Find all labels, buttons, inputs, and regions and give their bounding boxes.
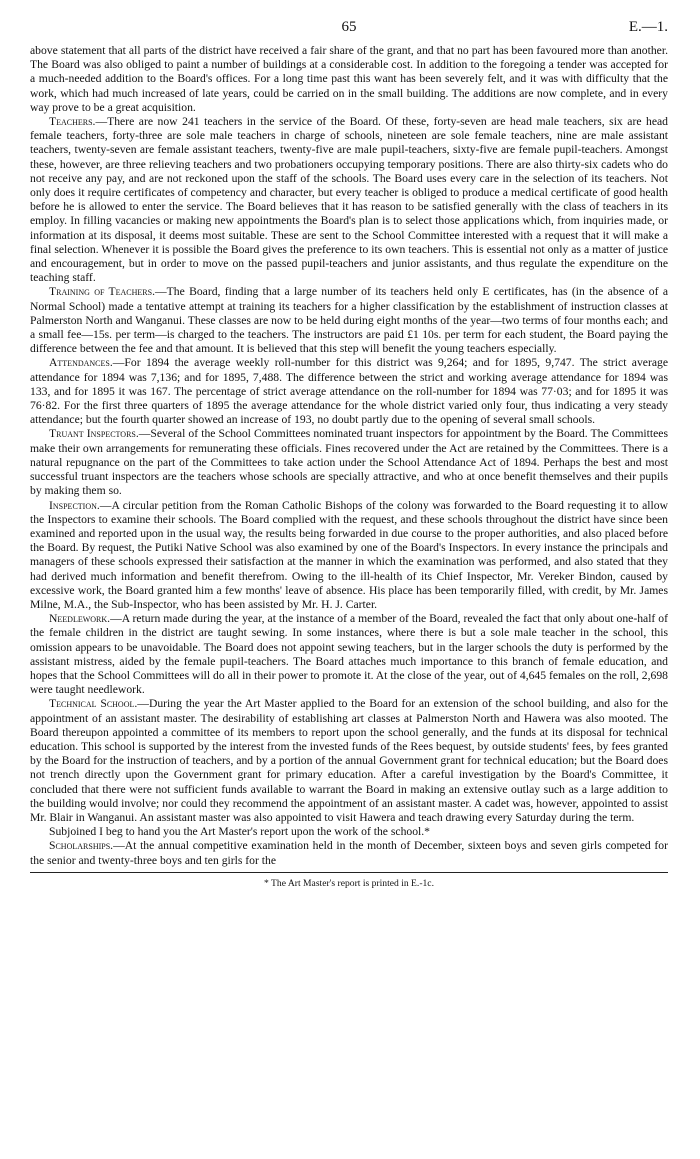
paragraph-text: —For 1894 the average weekly roll-number for this district was 9,264; and for 1895, 9,747. The strict average attendance for 1894 was 7,136; and for 1895, 7,488. The difference between the strict and working average attendance for 1894 was 133, and for 1895 it was 167. The percentage of strict average attendance on the roll-number for 1894 was 77·03; and for 1895 it was 76·82. For the first three quarters of 1895 the average attendance for the whole district varied only four, thus indicating a very steady attendance; but the fourth quarter showed an increase of 193, no doubt partly due to the opening of several small schools. — [30, 356, 668, 427]
document-reference: E.—1. — [628, 19, 668, 35]
paragraph-truant-inspectors — [30, 427, 668, 498]
body-text — [30, 44, 668, 868]
paragraph-intro-continuation — [30, 44, 668, 115]
page-header — [30, 0, 668, 44]
footnote: * The Art Master's report is printed in E.-1c. — [264, 877, 434, 889]
paragraph-text: above statement that all parts of the district have received a fair share of the grant, and that no part has been favoured more than another. The Board was also obliged to paint a number of buildings at a considerable cost. In addition to the foregoing a tender was accepted for a much-needed addition to the Board's offices. For a long time past this want has been severely felt, and it was with difficulty that the work, which had much increased of late years, could be carried on in the small building. The additions are now complete, and in every way prove to be a great acquisition. — [30, 44, 668, 114]
paragraph-text: —Several of the School Committees nominated truant inspectors for appointment by the Board. The Committees make their own arrangements for remunerating these officials. Fines recovered under the Act are retained by the Committees. There is a natural repugnance on the part of the Committees to take action under the School Attendance Act of 1894. Perhaps the best and most successful truant inspectors are the teachers whose schools are specially attractive, and who at once benefit themselves and their pupils by making them so. — [30, 427, 668, 498]
footnote-divider — [30, 872, 668, 873]
section-heading-attendances: Attendances. — [49, 356, 113, 370]
section-heading-inspection: Inspection. — [49, 498, 100, 512]
section-heading-truant-inspectors: Truant Inspectors. — [49, 427, 139, 441]
paragraph-text: —The Board, finding that a large number of its teachers held only E certificates, has (in the absence of a Normal School) made a tentative attempt at training its teachers for a higher classification by the establishment of instruction classes at Palmerston North and Wanganui. These classes are now to be held during eight months of the year—two terms of four months each; and a small fee—15s. per term—is charged to the teachers. The instructors are paid £1 10s. per term for each student, the Board paying the difference between the fee and that amount. It is believed that this step will benefit the young teachers especially. — [30, 285, 668, 356]
paragraph-technical-school — [30, 697, 668, 825]
page-number: 65 — [341, 19, 357, 35]
paragraph-text: —At the annual competitive examination held in the month of December, sixteen boys and seven girls competed for the senior and twenty-three boys and ten girls for the — [30, 839, 668, 867]
paragraph-text: —A return made during the year, at the instance of a member of the Board, revealed the fact that only about one-half of the female children in the district are taught sewing. In some instances, where there is but a sole male teacher in the school, this omission appears to be unavoidable. The Board does not appoint sewing teachers, but in the larger schools the duty is performed by the assistant mistress, aided by the female pupil-teachers. The Board attaches much importance to this branch of female education, and hopes that the School Committees will do all in their power to promote it. At the close of the year, out of 4,645 females on the roll, 2,698 were taught needlework. — [30, 612, 668, 697]
paragraph-text: Subjoined I beg to hand you the Art Master's report upon the work of the school.* — [49, 825, 430, 839]
section-heading-training-of-teachers: Training of Teachers. — [49, 285, 156, 299]
section-heading-teachers: Teachers. — [49, 115, 96, 129]
paragraph-inspection — [30, 499, 668, 613]
section-heading-technical-school: Technical School. — [49, 697, 138, 711]
paragraph-art-master-note — [30, 825, 668, 839]
paragraph-training-of-teachers — [30, 285, 668, 356]
paragraph-text: —A circular petition from the Roman Catholic Bishops of the colony was forwarded to the Board requesting it to allow the Inspectors to examine their schools. The Board complied with the request, and these schools throughout the district have since been examined and reported upon in the usual way, the results being forwarded in due course to the proper authorities, and also placed before the Board. By request, the Putiki Native School was also examined by one of the Board's Inspectors. In every instance the principals and managers of these schools expressed their satisfaction at the manner in which the examination was performed, and also stated that they had derived much information and benefit therefrom. Owing to the ill-health of its Chief Inspector, Mr. Vereker Bindon, caused by excessive work, the Board granted him a few months' leave of absence. His place has been temporarily filled, with credit, by Mr. James Milne, M.A., the Sub-Inspector, who has been assisted by Mr. H. J. Carter. — [30, 498, 668, 611]
section-heading-needlework: Needlework. — [49, 612, 111, 626]
paragraph-text: —During the year the Art Master applied to the Board for an extension of the school building, and also for the appointment of an assistant master. The desirability of establishing art classes at Palmerston North and Hawera was also mooted. The Board thereupon appointed a committee of its members to report upon the school generally, and the funds at its disposal for technical education. This school is supported by the interest from the invested funds of the Rees bequest, by outside students' fees, by fees granted by the Board for the instruction of teachers, and by a portion of the annual Government grant for technical education; but the Board does not trench directly upon the Government grant for primary education. After a careful investigation by the Board's Committee, it concluded that there were not sufficient funds available to warrant the Board in making an extensive outlay such as a large addition to the building would involve; nor could they recommend the appointment of an assistant master. A cadet was, however, appointed to assist Mr. Blair in Wanganui. An assistant master was also appointed to visit Hawera and teach drawing every Saturday during the term. — [30, 697, 669, 824]
paragraph-teachers — [30, 115, 668, 285]
paragraph-attendances — [30, 356, 668, 427]
section-heading-scholarships: Scholarships. — [49, 839, 114, 853]
paragraph-needlework — [30, 612, 668, 697]
paragraph-text: —There are now 241 teachers in the service of the Board. Of these, forty-seven are head male teachers, six are head female teachers, forty-three are sole male teachers in charge of schools, nineteen are sole female teachers, nine are male assistant teachers, twenty-seven are female assistant teachers, twenty-five are male pupil-teachers, sixty-five are female pupil-teachers. Amongst these, however, are three relieving teachers and two probationers occupying temporary positions. There are also thirty-six cadets who do not receive any pay, and are not reckoned upon the staff of the schools. The Board uses every care in the selection of its teachers. Not only does it require certificates of competency and character, but every teacher is obliged to produce a medical certificate of good health before he is allowed to enter the service. The Board believes that it has reason to be satisfied generally with the class of teachers in its employ. In filling vacancies or making new appointments the Board's plan is to select those applications which, from inquiries made, or information at its disposal, it deems most suitable. These are sent to the School Committee interested with a request that it will make a final selection. Whenever it is possible the Board gives the preference to its own teachers. This is essential not only as a matter of justice and encouragement, but in order to move on the passed pupil-teachers and junior assistants, and thus regulate the expenditure on the teaching staff. — [30, 115, 668, 285]
paragraph-scholarships — [30, 839, 668, 867]
